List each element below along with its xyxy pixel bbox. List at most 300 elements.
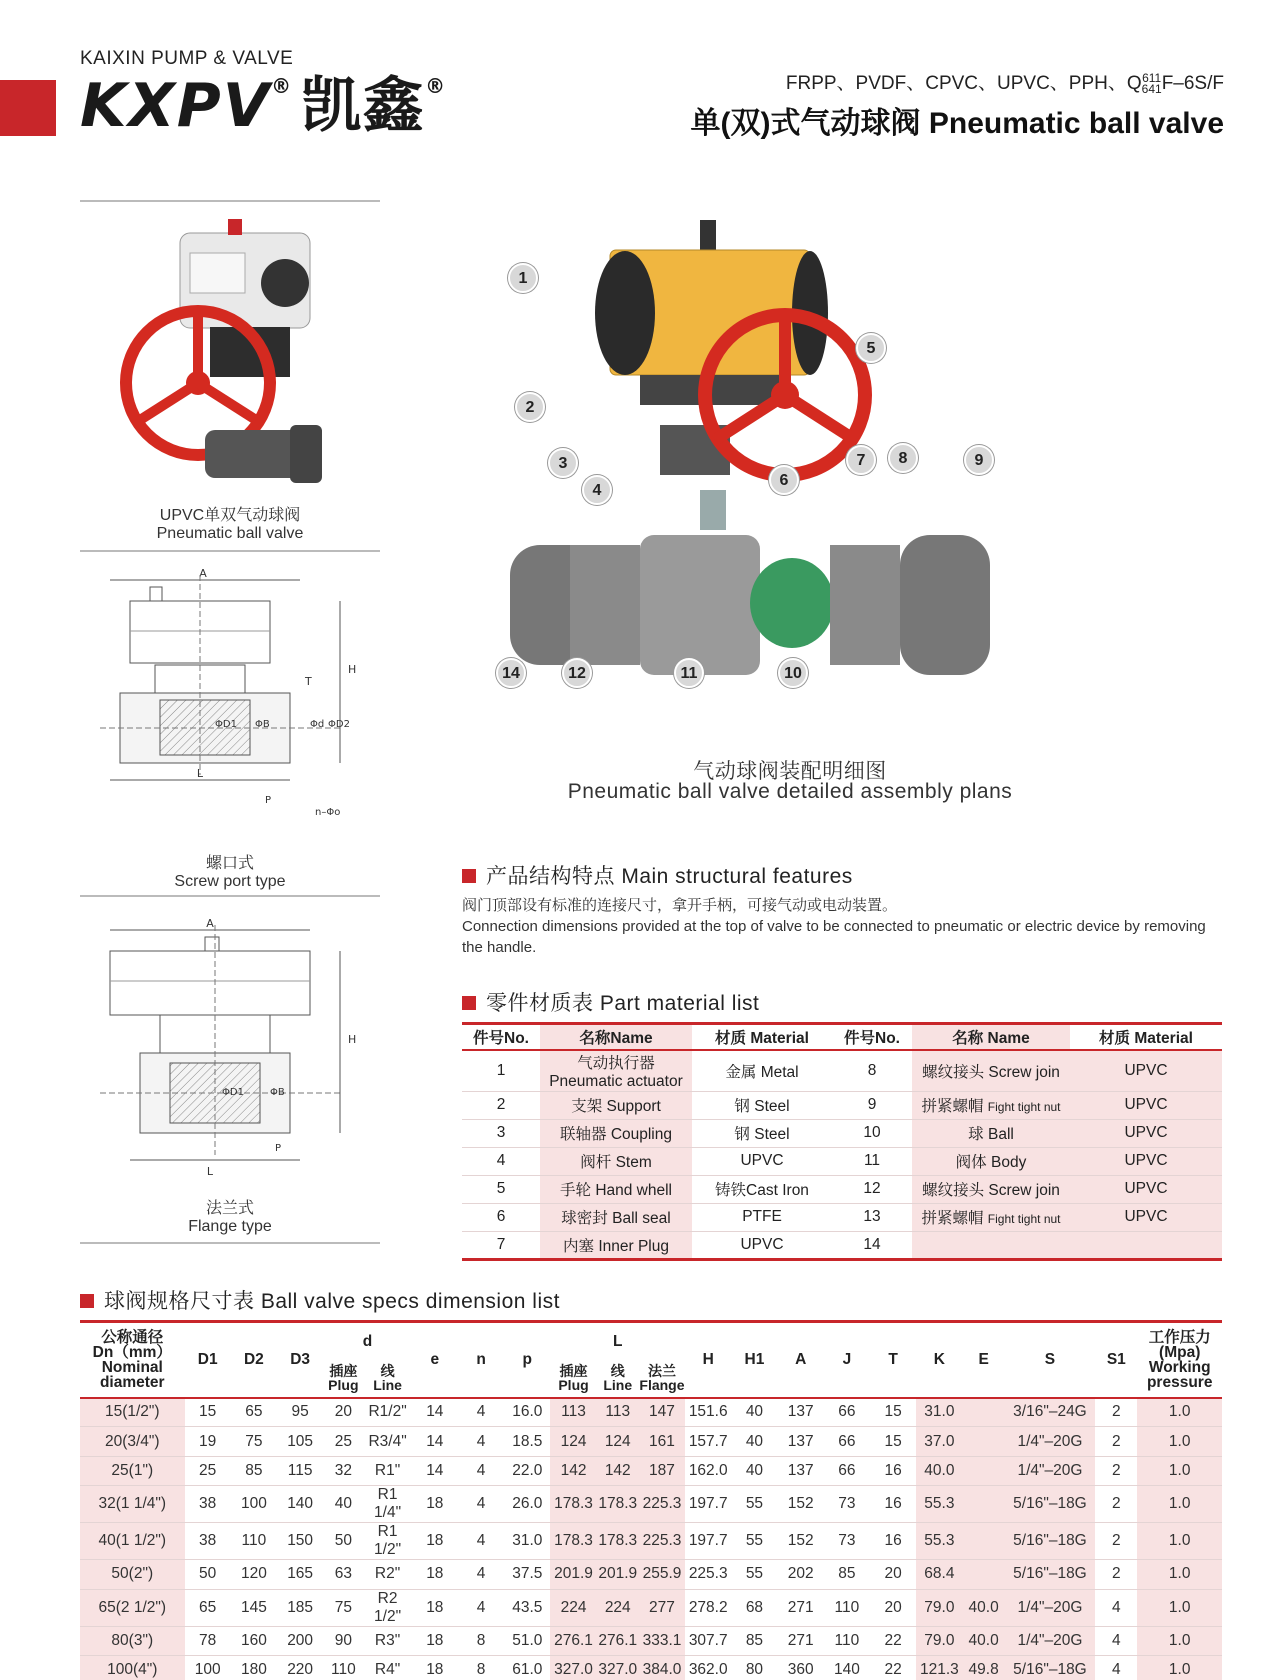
specs-cell-d2: 120: [231, 1560, 277, 1589]
specs-cell-d3: 150: [277, 1523, 323, 1560]
parts-cell-text: 金属 Metal: [725, 1063, 799, 1081]
specs-cell-p: 31.0: [504, 1523, 550, 1560]
specs-cell-e: 14: [412, 1427, 458, 1456]
parts-cell-text: Stem: [615, 1154, 652, 1171]
parts-cell: [462, 1231, 540, 1259]
specs-cell-wp: 1.0: [1137, 1589, 1222, 1626]
photo-caption: [80, 507, 380, 543]
parts-cell: [540, 1119, 692, 1147]
specs-cell-s1: 2: [1095, 1427, 1137, 1456]
specs-cell-a: 360: [778, 1655, 824, 1680]
specs-cell-h: 197.7: [685, 1523, 731, 1560]
specs-cell-s1: 2: [1095, 1560, 1137, 1589]
parts-cell: [462, 1050, 540, 1092]
parts-cell-text: Pneumatic actuator: [549, 1072, 683, 1090]
dim-h: H: [348, 1033, 357, 1046]
parts-cell: [462, 1119, 540, 1147]
parts-row: [462, 1091, 1222, 1119]
dim-t: T: [305, 675, 312, 688]
col-d-line: 线 Line: [363, 1360, 411, 1398]
parts-cell-text: Screw join: [988, 1182, 1060, 1199]
parts-cell-text: PTFE: [742, 1208, 782, 1225]
parts-cell: [540, 1203, 692, 1231]
specs-cell-s1: 4: [1095, 1589, 1137, 1626]
parts-cell: [912, 1231, 1070, 1259]
specs-cell-dn: 32(1 1/4"): [80, 1486, 185, 1523]
parts-cell-text: 内塞: [563, 1237, 595, 1255]
specs-cell-k: 37.0: [916, 1427, 962, 1456]
reg-mark-2: ®: [425, 74, 448, 98]
company-name: KAIXIN PUMP & VALVE: [80, 48, 294, 69]
specs-cell-d3: 105: [277, 1427, 323, 1456]
specs-row: [80, 1486, 1222, 1523]
specs-cell-d-plug: 63: [323, 1560, 363, 1589]
specs-cell-n: 8: [458, 1655, 504, 1680]
specs-cell-d2: 100: [231, 1486, 277, 1523]
callout-2: 2: [515, 392, 545, 422]
specs-cell-d1: 25: [185, 1456, 231, 1485]
specs-cell-d1: 50: [185, 1560, 231, 1589]
specs-cell-l-plug: 142: [550, 1456, 596, 1485]
specs-cell-t: 22: [870, 1626, 916, 1655]
features-title: [462, 860, 853, 890]
specs-cell-l-plug: 178.3: [550, 1523, 596, 1560]
specs-cell-n: 4: [458, 1427, 504, 1456]
col-h: H: [685, 1322, 731, 1398]
parts-title: [462, 987, 759, 1017]
specs-cell-h1: 40: [731, 1398, 777, 1427]
specs-cell-e: 14: [412, 1456, 458, 1485]
section-marker: [80, 1294, 94, 1308]
assembly-caption-en: Pneumatic ball valve detailed assembly plans: [567, 780, 1013, 803]
specs-cell-e: [963, 1560, 1005, 1589]
flange-caption: [80, 1200, 380, 1236]
specs-cell-l-flange: 333.1: [639, 1626, 685, 1655]
parts-cell: [832, 1050, 912, 1092]
parts-cell-text: 支架: [571, 1098, 603, 1115]
parts-cell: [912, 1050, 1070, 1092]
specs-cell-p: 43.5: [504, 1589, 550, 1626]
specs-cell-s1: 2: [1095, 1456, 1137, 1485]
specs-cell-j: 73: [824, 1523, 870, 1560]
parts-cell-text: UPVC: [1124, 1096, 1168, 1113]
parts-cell: [832, 1119, 912, 1147]
logo-text: KXPV: [80, 71, 272, 141]
specs-cell-d-line: R3/4": [363, 1427, 411, 1456]
col-l: L: [550, 1322, 685, 1360]
specs-cell-h: 197.7: [685, 1486, 731, 1523]
specs-cell-d3: 200: [277, 1626, 323, 1655]
specs-cell-t: 15: [870, 1398, 916, 1427]
specs-cell-a: 152: [778, 1486, 824, 1523]
parts-cell-text: Fight tight nut: [987, 1100, 1061, 1114]
specs-cell-d2: 180: [231, 1655, 277, 1680]
specs-cell-t: 22: [870, 1655, 916, 1680]
specs-row: [80, 1655, 1222, 1680]
specs-cell-h1: 68: [731, 1589, 777, 1626]
specs-title: [80, 1285, 560, 1315]
parts-cell: [1070, 1203, 1222, 1231]
specs-cell-dn: 100(4"): [80, 1655, 185, 1680]
dim-b: ΦB: [255, 719, 270, 730]
parts-col-header: 名称Name: [540, 1024, 692, 1050]
features-text-en: Connection dimensions provided at the top of valve to be connected to pneumatic or electric device by removing the handle.: [462, 918, 1206, 956]
specs-cell-dn: 65(2 1/2"): [80, 1589, 185, 1626]
specs-cell-h1: 80: [731, 1655, 777, 1680]
specs-cell-j: 73: [824, 1486, 870, 1523]
parts-cell: [540, 1231, 692, 1259]
flange-caption-en: Flange type: [188, 1218, 272, 1235]
parts-title-text: 零件材质表 Part material list: [486, 992, 760, 1015]
specs-cell-e: 14: [412, 1398, 458, 1427]
specs-cell-h: 162.0: [685, 1456, 731, 1485]
specs-cell-s: 5/16"–18G: [1005, 1655, 1095, 1680]
specs-cell-d2: 75: [231, 1427, 277, 1456]
specs-row: [80, 1589, 1222, 1626]
divider: [80, 1242, 380, 1244]
specs-cell-d3: 185: [277, 1589, 323, 1626]
specs-cell-d1: 100: [185, 1655, 231, 1680]
specs-cell-l-flange: 255.9: [639, 1560, 685, 1589]
specs-cell-s1: 2: [1095, 1398, 1137, 1427]
dim-l: L: [196, 767, 204, 780]
parts-cell-text: Coupling: [610, 1126, 672, 1143]
specs-cell-a: 202: [778, 1560, 824, 1589]
specs-cell-e: 18: [412, 1486, 458, 1523]
parts-cell-text: Screw join: [988, 1063, 1060, 1081]
specs-cell-l-plug: 224: [550, 1589, 596, 1626]
specs-cell-dn: 15(1/2"): [80, 1398, 185, 1427]
specs-cell-l-line: 276.1: [597, 1626, 639, 1655]
specs-cell-l-line: 201.9: [597, 1560, 639, 1589]
specs-cell-dn: 80(3"): [80, 1626, 185, 1655]
specs-cell-n: 4: [458, 1589, 504, 1626]
specs-cell-p: 16.0: [504, 1398, 550, 1427]
screw-caption-cn: 螺口式: [205, 855, 254, 872]
parts-cell-text: Ball seal: [612, 1210, 671, 1227]
parts-cell-text: UPVC: [1124, 1208, 1168, 1225]
parts-cell: [462, 1203, 540, 1231]
specs-cell-h: 225.3: [685, 1560, 731, 1589]
parts-cell: [692, 1050, 832, 1092]
specs-cell-d-line: R2 1/2": [363, 1589, 411, 1626]
specs-cell-t: 20: [870, 1560, 916, 1589]
parts-cell-text: Hand whell: [595, 1182, 672, 1199]
specs-cell-d1: 19: [185, 1427, 231, 1456]
parts-cell: [912, 1091, 1070, 1119]
reg-mark: ®: [271, 74, 294, 98]
parts-col-header: 件号No.: [462, 1024, 540, 1050]
specs-cell-d1: 78: [185, 1626, 231, 1655]
specs-cell-d3: 220: [277, 1655, 323, 1680]
col-wp: 工作压力 (Mpa) Working pressure: [1137, 1322, 1222, 1398]
specs-cell-d1: 15: [185, 1398, 231, 1427]
specs-cell-e: 18: [412, 1523, 458, 1560]
specs-cell-p: 37.5: [504, 1560, 550, 1589]
specs-cell-wp: 1.0: [1137, 1560, 1222, 1589]
specs-cell-l-flange: 187: [639, 1456, 685, 1485]
dim-d2: ΦD2: [328, 719, 350, 730]
specs-cell-d-plug: 25: [323, 1427, 363, 1456]
specs-cell-k: 40.0: [916, 1456, 962, 1485]
specs-cell-d-plug: 40: [323, 1486, 363, 1523]
dim-d: Φd: [310, 719, 325, 730]
features-text-cn: 阀门顶部设有标准的连接尺寸，拿开手柄，可接气动或电动装置。: [462, 897, 898, 914]
parts-cell-text: UPVC: [1124, 1061, 1168, 1079]
dim-l: L: [206, 1165, 214, 1178]
callout-11: 11: [674, 658, 704, 688]
specs-cell-d3: 140: [277, 1486, 323, 1523]
parts-cell: [832, 1175, 912, 1203]
specs-cell-n: 4: [458, 1486, 504, 1523]
parts-cell: [1070, 1231, 1222, 1259]
specs-cell-a: 137: [778, 1456, 824, 1485]
parts-cell: [1070, 1050, 1222, 1092]
specs-cell-h: 362.0: [685, 1655, 731, 1680]
specs-cell-l-line: 224: [597, 1589, 639, 1626]
specs-cell-t: 16: [870, 1456, 916, 1485]
parts-cell: [912, 1203, 1070, 1231]
divider: [80, 550, 380, 552]
specs-cell-d-line: R3": [363, 1626, 411, 1655]
parts-cell: [692, 1175, 832, 1203]
parts-cell-text: 螺纹接头: [922, 1182, 985, 1199]
specs-cell-a: 152: [778, 1523, 824, 1560]
parts-cell: [692, 1091, 832, 1119]
specs-cell-k: 79.0: [916, 1589, 962, 1626]
col-s: S: [1005, 1322, 1095, 1398]
parts-cell-text: 4: [496, 1152, 506, 1169]
specs-cell-l-plug: 327.0: [550, 1655, 596, 1680]
specs-cell-s1: 2: [1095, 1523, 1137, 1560]
screw-caption-en: Screw port type: [174, 873, 286, 890]
parts-cell-text: 10: [863, 1124, 881, 1141]
specs-cell-l-plug: 276.1: [550, 1626, 596, 1655]
specs-cell-l-plug: 178.3: [550, 1486, 596, 1523]
parts-cell-text: 3: [496, 1124, 506, 1141]
specs-cell-d3: 115: [277, 1456, 323, 1485]
callout-5: 5: [856, 333, 886, 363]
specs-cell-wp: 1.0: [1137, 1655, 1222, 1680]
col-d3: D3: [277, 1322, 323, 1398]
specs-cell-s: 5/16"–18G: [1005, 1560, 1095, 1589]
specs-cell-p: 22.0: [504, 1456, 550, 1485]
parts-col-header: 名称 Name: [912, 1024, 1070, 1050]
col-l-plug: 插座 Plug: [550, 1360, 596, 1398]
callout-10: 10: [778, 658, 808, 688]
parts-cell: [540, 1147, 692, 1175]
specs-cell-l-line: 142: [597, 1456, 639, 1485]
parts-cell: [832, 1091, 912, 1119]
specs-cell-j: 85: [824, 1560, 870, 1589]
specs-cell-l-line: 327.0: [597, 1655, 639, 1680]
specs-row: [80, 1398, 1222, 1427]
specs-cell-d2: 145: [231, 1589, 277, 1626]
specs-cell-d2: 160: [231, 1626, 277, 1655]
valve-photo: [110, 215, 330, 495]
specs-cell-j: 66: [824, 1456, 870, 1485]
specs-cell-j: 66: [824, 1427, 870, 1456]
col-d-plug: 插座 Plug: [323, 1360, 363, 1398]
specs-cell-l-flange: 147: [639, 1398, 685, 1427]
col-e2: E: [963, 1322, 1005, 1398]
parts-col-header: 材质 Material: [692, 1024, 832, 1050]
specs-cell-l-flange: 384.0: [639, 1655, 685, 1680]
features-title-text: 产品结构特点 Main structural features: [486, 865, 853, 888]
parts-cell-text: UPVC: [740, 1152, 784, 1169]
specs-table: [80, 1320, 1222, 1680]
callout-4: 4: [582, 475, 612, 505]
parts-cell: [540, 1091, 692, 1119]
specs-cell-wp: 1.0: [1137, 1523, 1222, 1560]
specs-cell-p: 61.0: [504, 1655, 550, 1680]
parts-cell-text: UPVC: [1124, 1152, 1168, 1169]
col-k: K: [916, 1322, 962, 1398]
specs-cell-t: 16: [870, 1523, 916, 1560]
dim-h: H: [348, 663, 357, 676]
parts-cell: [1070, 1091, 1222, 1119]
specs-cell-d-line: R1 1/2": [363, 1523, 411, 1560]
specs-cell-h1: 85: [731, 1626, 777, 1655]
parts-cell-text: Body: [990, 1154, 1027, 1171]
specs-cell-h: 278.2: [685, 1589, 731, 1626]
specs-cell-n: 4: [458, 1398, 504, 1427]
col-e: e: [412, 1322, 458, 1398]
parts-cell-text: 1: [496, 1061, 506, 1079]
specs-cell-e: [963, 1398, 1005, 1427]
specs-cell-s: 3/16"–24G: [1005, 1398, 1095, 1427]
specs-cell-t: 20: [870, 1589, 916, 1626]
flange-caption-cn: 法兰式: [205, 1200, 254, 1217]
col-j: J: [824, 1322, 870, 1398]
parts-cell-text: UPVC: [740, 1235, 784, 1253]
specs-cell-k: 31.0: [916, 1398, 962, 1427]
parts-row: [462, 1147, 1222, 1175]
callout-3: 3: [548, 448, 578, 478]
specs-cell-dn: 25(1"): [80, 1456, 185, 1485]
specs-cell-d3: 95: [277, 1398, 323, 1427]
parts-cell-text: Ball: [987, 1126, 1014, 1143]
specs-cell-d-line: R1/2": [363, 1398, 411, 1427]
callout-8: 8: [888, 443, 918, 473]
parts-cell-text: 阀杆: [580, 1154, 612, 1171]
parts-cell-text: 5: [496, 1180, 506, 1197]
parts-cell-text: 拼紧螺帽: [921, 1210, 984, 1227]
specs-row: [80, 1560, 1222, 1589]
parts-cell-text: UPVC: [1124, 1124, 1168, 1141]
specs-cell-p: 51.0: [504, 1626, 550, 1655]
specs-cell-wp: 1.0: [1137, 1626, 1222, 1655]
parts-cell: [912, 1119, 1070, 1147]
parts-cell-text: 阀体: [955, 1154, 987, 1171]
specs-cell-d2: 110: [231, 1523, 277, 1560]
dim-a: A: [206, 917, 214, 930]
parts-cell-text: 球: [968, 1126, 984, 1143]
specs-cell-s: 1/4"–20G: [1005, 1427, 1095, 1456]
divider: [80, 895, 380, 897]
specs-row: [80, 1427, 1222, 1456]
specs-cell-l-line: 124: [597, 1427, 639, 1456]
accent-block: [0, 80, 56, 136]
parts-cell-text: 11: [863, 1152, 881, 1169]
screw-caption: [80, 855, 380, 891]
material-subtitle: [786, 68, 1224, 95]
specs-cell-k: 79.0: [916, 1626, 962, 1655]
col-d2: D2: [231, 1322, 277, 1398]
specs-cell-l-plug: 124: [550, 1427, 596, 1456]
specs-cell-h: 157.7: [685, 1427, 731, 1456]
parts-cell: [912, 1147, 1070, 1175]
specs-cell-d-plug: 32: [323, 1456, 363, 1485]
subtitle-text: FRPP、PVDF、CPVC、UPVC、PPH、Q: [785, 73, 1142, 94]
specs-cell-s: 1/4"–20G: [1005, 1626, 1095, 1655]
parts-cell-text: 联轴器: [559, 1126, 607, 1143]
col-d1: D1: [185, 1322, 231, 1398]
specs-cell-s1: 4: [1095, 1655, 1137, 1680]
parts-cell-text: 手轮: [559, 1182, 591, 1199]
specs-cell-e: 18: [412, 1560, 458, 1589]
specs-cell-dn: 50(2"): [80, 1560, 185, 1589]
parts-table: [462, 1022, 1222, 1261]
specs-cell-d2: 85: [231, 1456, 277, 1485]
parts-cell: [462, 1175, 540, 1203]
flange-drawing: [100, 915, 390, 1185]
parts-row: [462, 1119, 1222, 1147]
specs-cell-l-flange: 225.3: [639, 1523, 685, 1560]
specs-cell-n: 4: [458, 1456, 504, 1485]
specs-cell-d-line: R1": [363, 1456, 411, 1485]
specs-cell-n: 4: [458, 1560, 504, 1589]
dim-b: ΦB: [270, 1087, 285, 1098]
specs-cell-e: [963, 1523, 1005, 1560]
col-l-flange: 法兰 Flange: [639, 1360, 685, 1398]
specs-cell-d-plug: 75: [323, 1589, 363, 1626]
col-a: A: [778, 1322, 824, 1398]
parts-cell-text: 8: [867, 1061, 877, 1079]
specs-cell-l-plug: 201.9: [550, 1560, 596, 1589]
parts-cell-text: 钢 Steel: [734, 1098, 790, 1115]
parts-cell: [462, 1147, 540, 1175]
specs-cell-j: 140: [824, 1655, 870, 1680]
brand-logo: [80, 71, 448, 141]
parts-cell: [540, 1050, 692, 1092]
specs-cell-a: 137: [778, 1398, 824, 1427]
specs-cell-d-line: R4": [363, 1655, 411, 1680]
parts-cell-text: UPVC: [1124, 1180, 1168, 1197]
specs-cell-d-line: R1 1/4": [363, 1486, 411, 1523]
subtitle-suffix: F–6S/F: [1161, 73, 1224, 94]
specs-cell-n: 8: [458, 1626, 504, 1655]
specs-cell-s: 1/4"–20G: [1005, 1456, 1095, 1485]
col-l-line: 线 Line: [597, 1360, 639, 1398]
section-marker: [462, 996, 476, 1010]
specs-cell-k: 121.3: [916, 1655, 962, 1680]
callout-7: 7: [846, 445, 876, 475]
photo-caption-en: Pneumatic ball valve: [156, 525, 304, 542]
specs-cell-k: 55.3: [916, 1486, 962, 1523]
specs-cell-k: 55.3: [916, 1523, 962, 1560]
parts-cell: [1070, 1119, 1222, 1147]
specs-cell-wp: 1.0: [1137, 1427, 1222, 1456]
specs-cell-j: 66: [824, 1398, 870, 1427]
specs-row: [80, 1456, 1222, 1485]
specs-cell-j: 110: [824, 1589, 870, 1626]
parts-cell: [462, 1091, 540, 1119]
specs-cell-l-line: 178.3: [597, 1486, 639, 1523]
specs-cell-e: 49.8: [963, 1655, 1005, 1680]
specs-cell-t: 15: [870, 1427, 916, 1456]
specs-cell-h: 151.6: [685, 1398, 731, 1427]
